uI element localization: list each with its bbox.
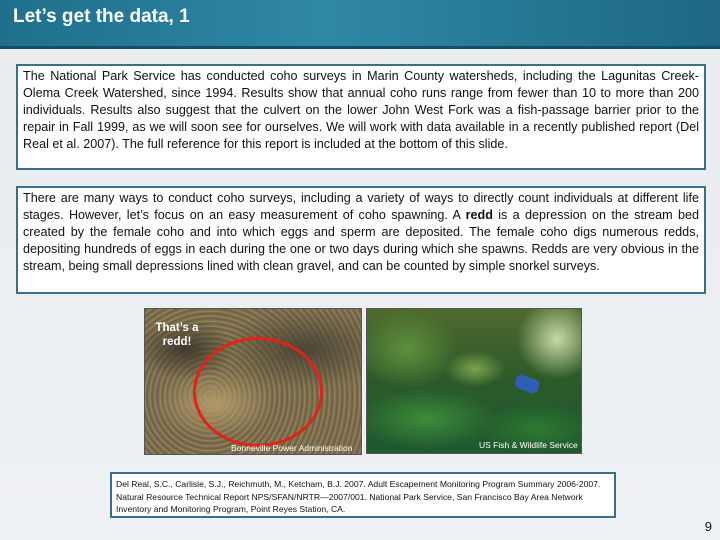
- slide-title: Let’s get the data, 1: [13, 6, 190, 27]
- stream-photo: [366, 308, 582, 454]
- redd-paragraph-end: is a depression on the stream bed created by the female coho and into which eggs and sperm are deposited. The female coho digs numerous redds, depositing hundreds of eggs in each during the one or two days during which she spawns. Redds are very obvious in the stream, being small depressions lined with clean gravel, and can be counted by simple snorkel surveys.: [23, 208, 700, 273]
- page-number: 9: [704, 519, 712, 534]
- redd-photo-credit: Bonneville Power Administration: [231, 443, 353, 453]
- redd-text-box: [16, 186, 706, 294]
- redd-photo: [144, 308, 362, 455]
- redd-callout-label: That’s a redd!: [155, 322, 199, 348]
- title-divider: [0, 46, 720, 49]
- stream-photo-credit: US Fish & Wildlife Service: [479, 440, 578, 450]
- reference-text: Del Real, S.C., Carlisle, S.J., Reichmuth, M., Ketcham, B.J. 2007. Adult Escapement Monitoring Program Summary 2006-2007. Natural Resource Technical Report NPS/SFAN/NRTR—2007/001. National Park Service, San Francisco Bay Area Network Inventory and Monitoring Program, Point Reyes Station, CA.: [116, 479, 601, 514]
- intro-paragraph: The National Park Service has conducted coho surveys in Marin County watersheds, including the Lagunitas Creek-Olema Creek Watershed, since 1994. Results show that annual coho runs range from fewer than 10 to more than 200 individuals. Results also suggest that the culvert on the lower John West Fork was a fish-passage barrier prior to the repair in Fall 1999, as we will soon see for ourselves. We will work with data available in a recently published report (Del Real et al. 2007). The full reference for this report is included at the bottom of this slide.: [23, 69, 699, 151]
- intro-text-box: [16, 64, 706, 170]
- reference-box: [110, 472, 616, 518]
- redd-highlight-circle: [193, 337, 323, 447]
- redd-paragraph-start: There are many ways to conduct coho surveys, including a variety of ways to directly count individuals at different life stages. However, let’s focus on an easy measurement of coho spawning. A: [23, 191, 699, 222]
- redd-term: redd: [465, 208, 493, 222]
- title-bar: [0, 0, 720, 46]
- stream-object: [513, 373, 540, 394]
